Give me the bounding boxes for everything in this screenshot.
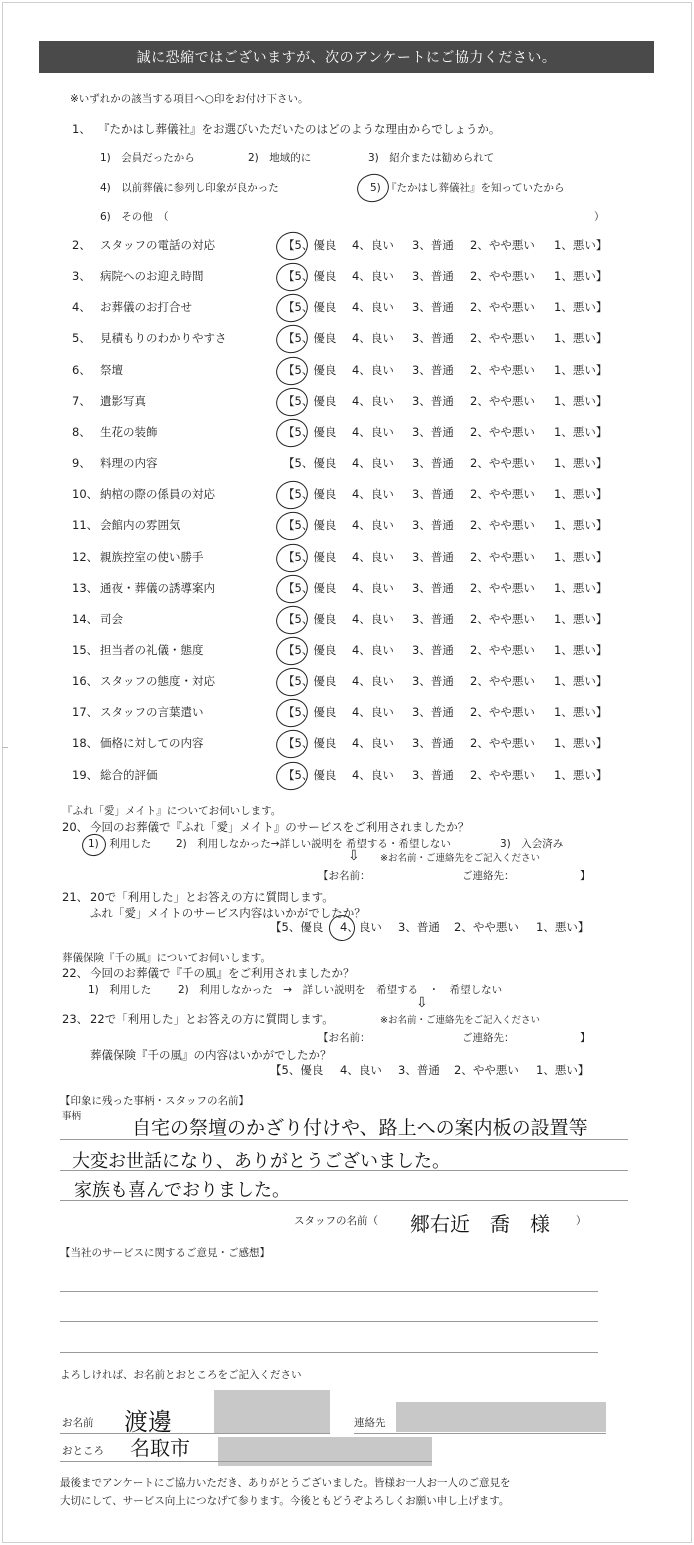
- rating-scale-2: 2、やや悪い: [470, 581, 535, 595]
- rating-q-label: スタッフの言葉遣い: [100, 705, 204, 719]
- q22-arrow-icon: ⇩: [416, 995, 428, 1011]
- q21-scale-5: 【5、優良: [270, 920, 324, 934]
- rating-q-number: 12、: [72, 550, 99, 564]
- rating-q-label: 司会: [100, 612, 123, 626]
- rating-scale-4: 4、良い: [352, 394, 394, 408]
- contact-label: 連絡先: [354, 1417, 386, 1429]
- impression-rule-1: [60, 1139, 628, 1140]
- address-label: おところ: [62, 1445, 104, 1457]
- rating-scale-5: 【5、優良: [283, 736, 337, 750]
- staff-name-label: スタッフの名前（: [294, 1215, 378, 1227]
- rating-scale-4: 4、良い: [352, 238, 394, 252]
- q23-contact-field: ご連絡先：: [462, 1032, 515, 1044]
- rating-scale-3: 3、普通: [412, 705, 454, 719]
- rating-scale-5: 【5、優良: [283, 643, 337, 657]
- rating-q-label: スタッフの態度・対応: [100, 674, 215, 688]
- rating-scale-3: 3、普通: [412, 363, 454, 377]
- q21-text: 20で「利用した」とお答えの方に質問します。: [90, 890, 334, 904]
- rating-q-number: 3、: [72, 269, 91, 283]
- footer-line-1: 最後までアンケートにご協力いただき、ありがとうございました。皆様お一人お一人のご意見を: [60, 1477, 511, 1489]
- q21-scale-3: 3、普通: [398, 920, 440, 934]
- rating-scale-5: 【5、優良: [283, 238, 337, 252]
- address-rule: [60, 1461, 432, 1462]
- rating-scale-2: 2、やや悪い: [470, 331, 535, 345]
- q20-bracket-close: 】: [580, 870, 591, 882]
- contact-prompt: よろしければ、お名前とおところをご記入ください: [60, 1369, 302, 1381]
- q22-option-1: 1) 利用した: [88, 984, 152, 996]
- rating-scale-1: 1、悪い】: [554, 269, 608, 283]
- q21-scale-4: 4、良い: [340, 920, 382, 934]
- rating-q-label: 祭壇: [100, 363, 123, 377]
- impression-jigara-label: 事柄: [62, 1111, 82, 1122]
- rating-q-label: 遺影写真: [100, 394, 146, 408]
- rating-q-number: 13、: [72, 581, 99, 595]
- rating-scale-3: 3、普通: [412, 768, 454, 782]
- rating-q-number: 15、: [72, 643, 99, 657]
- rating-q-label: 価格に対しての内容: [100, 736, 204, 750]
- rating-scale-1: 1、悪い】: [554, 550, 608, 564]
- rating-q-number: 6、: [72, 363, 91, 377]
- senpu-intro: 葬儀保険『千の風』についてお伺いします。: [62, 952, 271, 964]
- rating-scale-4: 4、良い: [352, 643, 394, 657]
- rating-scale-1: 1、悪い】: [554, 518, 608, 532]
- rating-scale-2: 2、やや悪い: [470, 736, 535, 750]
- q23-scale-4: 4、良い: [340, 1063, 382, 1077]
- rating-q-number: 2、: [72, 238, 91, 252]
- rating-scale-5: 【5、優良: [283, 550, 337, 564]
- rating-scale-4: 4、良い: [352, 612, 394, 626]
- contact-rule: [354, 1433, 606, 1434]
- rating-scale-3: 3、普通: [412, 674, 454, 688]
- q23-number: 23、: [62, 1012, 89, 1026]
- q23-scale-5: 【5、優良: [270, 1063, 324, 1077]
- rating-scale-4: 4、良い: [352, 331, 394, 345]
- q1-option-6-close: ）: [594, 211, 605, 223]
- rating-scale-1: 1、悪い】: [554, 456, 608, 470]
- rating-scale-1: 1、悪い】: [554, 363, 608, 377]
- rating-scale-1: 1、悪い】: [554, 612, 608, 626]
- rating-scale-4: 4、良い: [352, 550, 394, 564]
- rating-q-number: 14、: [72, 612, 99, 626]
- impression-handwriting-3: 家族も喜んでおりました。: [74, 1180, 290, 1201]
- q20-option-1: 1) 利用した: [88, 838, 152, 850]
- rating-scale-1: 1、悪い】: [554, 674, 608, 688]
- rating-q-label: 親族控室の使い勝手: [100, 550, 204, 564]
- footer-line-2: 大切にして、サービス向上につなげて参ります。今後ともどうぞよろしくお願い申し上げます。: [60, 1495, 510, 1507]
- q1-number: 1、: [72, 122, 91, 136]
- q22-number: 22、: [62, 966, 89, 980]
- rating-scale-2: 2、やや悪い: [470, 425, 535, 439]
- rating-scale-5: 【5、優良: [283, 612, 337, 626]
- rating-q-number: 8、: [72, 425, 91, 439]
- rating-scale-1: 1、悪い】: [554, 425, 608, 439]
- q23-text-2: 葬儀保険『千の風』の内容はいかがでしたか？: [90, 1048, 332, 1062]
- rating-scale-3: 3、普通: [412, 331, 454, 345]
- rating-q-label: 料理の内容: [100, 456, 158, 470]
- q1-text: 『たかはし葬儀社』をお選びいただいたのはどのような理由からでしょうか。: [98, 122, 501, 136]
- impression-heading: 【印象に残った事柄・スタッフの名前】: [60, 1095, 249, 1107]
- rating-scale-3: 3、普通: [412, 581, 454, 595]
- rating-q-label: 納棺の際の係員の対応: [100, 487, 215, 501]
- q21-scale-2: 2、やや悪い: [454, 920, 519, 934]
- rating-scale-3: 3、普通: [412, 643, 454, 657]
- instruction-note: ※いずれかの該当する項目へ○印をお付け下さい。: [70, 93, 309, 105]
- rating-scale-5: 【5、優良: [283, 425, 337, 439]
- rating-scale-2: 2、やや悪い: [470, 518, 535, 532]
- fureai-intro: 『ふれ「愛」メイト』についてお伺いします。: [62, 805, 282, 817]
- q1-option-4: 4) 以前葬儀に参列し印象が良かった: [100, 182, 279, 194]
- rating-scale-5: 【5、優良: [283, 363, 337, 377]
- rating-scale-1: 1、悪い】: [554, 394, 608, 408]
- q21-number: 21、: [62, 890, 89, 904]
- q1-option-6: 6) その他 （: [100, 211, 169, 223]
- survey-header: 誠に恐縮ではございますが、次のアンケートにご協力ください。: [39, 41, 654, 73]
- rating-scale-5: 【5、優良: [283, 768, 337, 782]
- rating-scale-2: 2、やや悪い: [470, 238, 535, 252]
- opinion-heading: 【当社のサービスに関するご意見・ご感想】: [60, 1247, 270, 1259]
- rating-q-number: 9、: [72, 456, 91, 470]
- rating-scale-4: 4、良い: [352, 425, 394, 439]
- rating-scale-2: 2、やや悪い: [470, 300, 535, 314]
- rating-scale-3: 3、普通: [412, 487, 454, 501]
- rating-scale-2: 2、やや悪い: [470, 612, 535, 626]
- q20-number: 20、: [62, 820, 89, 834]
- rating-scale-4: 4、良い: [352, 487, 394, 501]
- name-rule: [60, 1433, 330, 1434]
- rating-scale-3: 3、普通: [412, 425, 454, 439]
- q20-contact-field: ご連絡先：: [462, 870, 515, 882]
- rating-scale-2: 2、やや悪い: [470, 269, 535, 283]
- rating-scale-4: 4、良い: [352, 768, 394, 782]
- rating-q-number: 7、: [72, 394, 91, 408]
- rating-q-number: 19、: [72, 768, 99, 782]
- q22-text: 今回のお葬儀で『千の風』をご利用されましたか？: [90, 966, 355, 980]
- q1-option-3: 3) 紹介または勧められて: [368, 152, 495, 164]
- rating-scale-4: 4、良い: [352, 456, 394, 470]
- rating-q-label: 生花の装飾: [100, 425, 158, 439]
- rating-scale-5: 【5、優良: [283, 331, 337, 345]
- q20-arrow-icon: ⇩: [348, 848, 360, 864]
- rating-scale-2: 2、やや悪い: [470, 643, 535, 657]
- opinion-rule-3: [60, 1352, 598, 1353]
- rating-scale-2: 2、やや悪い: [470, 456, 535, 470]
- rating-scale-3: 3、普通: [412, 300, 454, 314]
- rating-scale-4: 4、良い: [352, 300, 394, 314]
- rating-scale-3: 3、普通: [412, 550, 454, 564]
- q1-option-5: 5) 『たかはし葬儀社』を知っていたから: [370, 182, 565, 194]
- q21-text-2: ふれ「愛」メイトのサービス内容はいかがでしたか？: [90, 906, 366, 920]
- rating-scale-3: 3、普通: [412, 612, 454, 626]
- q20-option-3: 3) 入会済み: [500, 838, 564, 850]
- impression-handwriting-1: 自宅の祭壇のかざり付けや、路上への案内板の設置等: [132, 1117, 588, 1139]
- rating-q-number: 18、: [72, 736, 99, 750]
- rating-scale-1: 1、悪い】: [554, 331, 608, 345]
- rating-scale-5: 【5、優良: [283, 487, 337, 501]
- rating-q-label: スタッフの電話の対応: [100, 238, 215, 252]
- margin-mark: [2, 747, 8, 748]
- rating-scale-2: 2、やや悪い: [470, 487, 535, 501]
- rating-q-number: 5、: [72, 331, 91, 345]
- rating-scale-2: 2、やや悪い: [470, 674, 535, 688]
- rating-q-label: 担当者の礼儀・態度: [100, 643, 204, 657]
- q23-text: 22で「利用した」とお答えの方に質問します。: [90, 1012, 334, 1026]
- rating-scale-2: 2、やや悪い: [470, 394, 535, 408]
- q20-option-2: 2) 利用しなかった→詳しい説明を 希望する・希望しない: [176, 838, 451, 850]
- rating-scale-4: 4、良い: [352, 705, 394, 719]
- rating-scale-1: 1、悪い】: [554, 487, 608, 501]
- rating-q-number: 17、: [72, 705, 99, 719]
- rating-scale-5: 【5、優良: [283, 705, 337, 719]
- rating-scale-5: 【5、優良: [283, 456, 337, 470]
- rating-scale-5: 【5、優良: [283, 674, 337, 688]
- rating-scale-5: 【5、優良: [283, 518, 337, 532]
- rating-q-label: お葬儀のお打合せ: [100, 300, 192, 314]
- rating-scale-4: 4、良い: [352, 581, 394, 595]
- rating-scale-1: 1、悪い】: [554, 581, 608, 595]
- opinion-rule-2: [60, 1321, 598, 1322]
- q23-name-field: 【お名前：: [318, 1032, 371, 1044]
- rating-scale-3: 3、普通: [412, 518, 454, 532]
- rating-scale-5: 【5、優良: [283, 269, 337, 283]
- rating-scale-2: 2、やや悪い: [470, 768, 535, 782]
- rating-scale-5: 【5、優良: [283, 394, 337, 408]
- rating-scale-4: 4、良い: [352, 518, 394, 532]
- rating-scale-3: 3、普通: [412, 456, 454, 470]
- name-label: お名前: [62, 1417, 94, 1429]
- rating-scale-5: 【5、優良: [283, 581, 337, 595]
- rating-scale-1: 1、悪い】: [554, 768, 608, 782]
- q23-scale-3: 3、普通: [398, 1063, 440, 1077]
- impression-rule-2: [60, 1170, 628, 1171]
- q1-option-2: 2) 地域的に: [248, 152, 312, 164]
- rating-scale-4: 4、良い: [352, 269, 394, 283]
- q20-text: 今回のお葬儀で『ふれ「愛」メイト』のサービスをご利用されましたか？: [90, 820, 470, 834]
- address-handwriting: 名取市: [130, 1436, 190, 1460]
- rating-q-number: 4、: [72, 300, 91, 314]
- q23-scale-1: 1、悪い】: [536, 1063, 590, 1077]
- staff-name-close: ）: [576, 1215, 587, 1227]
- rating-q-number: 10、: [72, 487, 99, 501]
- rating-scale-1: 1、悪い】: [554, 736, 608, 750]
- contact-redaction: [396, 1402, 606, 1432]
- rating-scale-1: 1、悪い】: [554, 300, 608, 314]
- rating-scale-2: 2、やや悪い: [470, 705, 535, 719]
- name-handwriting: 渡邊: [124, 1408, 172, 1436]
- rating-scale-4: 4、良い: [352, 736, 394, 750]
- rating-q-label: 病院へのお迎え時間: [100, 269, 204, 283]
- rating-q-label: 総合的評価: [100, 768, 158, 782]
- rating-scale-2: 2、やや悪い: [470, 550, 535, 564]
- rating-scale-4: 4、良い: [352, 674, 394, 688]
- rating-scale-3: 3、普通: [412, 736, 454, 750]
- rating-scale-3: 3、普通: [412, 238, 454, 252]
- name-redaction: [214, 1390, 330, 1434]
- rating-q-number: 11、: [72, 518, 99, 532]
- rating-scale-1: 1、悪い】: [554, 238, 608, 252]
- rating-scale-1: 1、悪い】: [554, 643, 608, 657]
- staff-name-handwriting: 郷右近 喬 様: [410, 1212, 550, 1236]
- q23-note: ※お名前・ご連絡先をご記入ください: [380, 1015, 540, 1026]
- rating-scale-4: 4、良い: [352, 363, 394, 377]
- rating-q-number: 16、: [72, 674, 99, 688]
- q23-bracket-close: 】: [580, 1032, 591, 1044]
- impression-rule-3: [60, 1200, 628, 1201]
- impression-handwriting-2: 大変お世話になり、ありがとうございました。: [72, 1151, 450, 1172]
- rating-scale-3: 3、普通: [412, 394, 454, 408]
- rating-q-label: 会館内の雰囲気: [100, 518, 181, 532]
- rating-q-label: 通夜・葬儀の誘導案内: [100, 581, 215, 595]
- q20-note: ※お名前・ご連絡先をご記入ください: [380, 853, 540, 864]
- q20-name-field: 【お名前：: [318, 870, 371, 882]
- opinion-rule-1: [60, 1291, 598, 1292]
- q23-scale-2: 2、やや悪い: [454, 1063, 519, 1077]
- rating-scale-3: 3、普通: [412, 269, 454, 283]
- rating-scale-1: 1、悪い】: [554, 705, 608, 719]
- rating-scale-2: 2、やや悪い: [470, 363, 535, 377]
- q21-scale-1: 1、悪い】: [536, 920, 590, 934]
- q1-option-1: 1) 会員だったから: [100, 152, 195, 164]
- q22-option-2: 2) 利用しなかった → 詳しい説明を 希望する ・ 希望しない: [178, 984, 503, 996]
- rating-scale-5: 【5、優良: [283, 300, 337, 314]
- rating-q-label: 見積もりのわかりやすさ: [100, 331, 227, 345]
